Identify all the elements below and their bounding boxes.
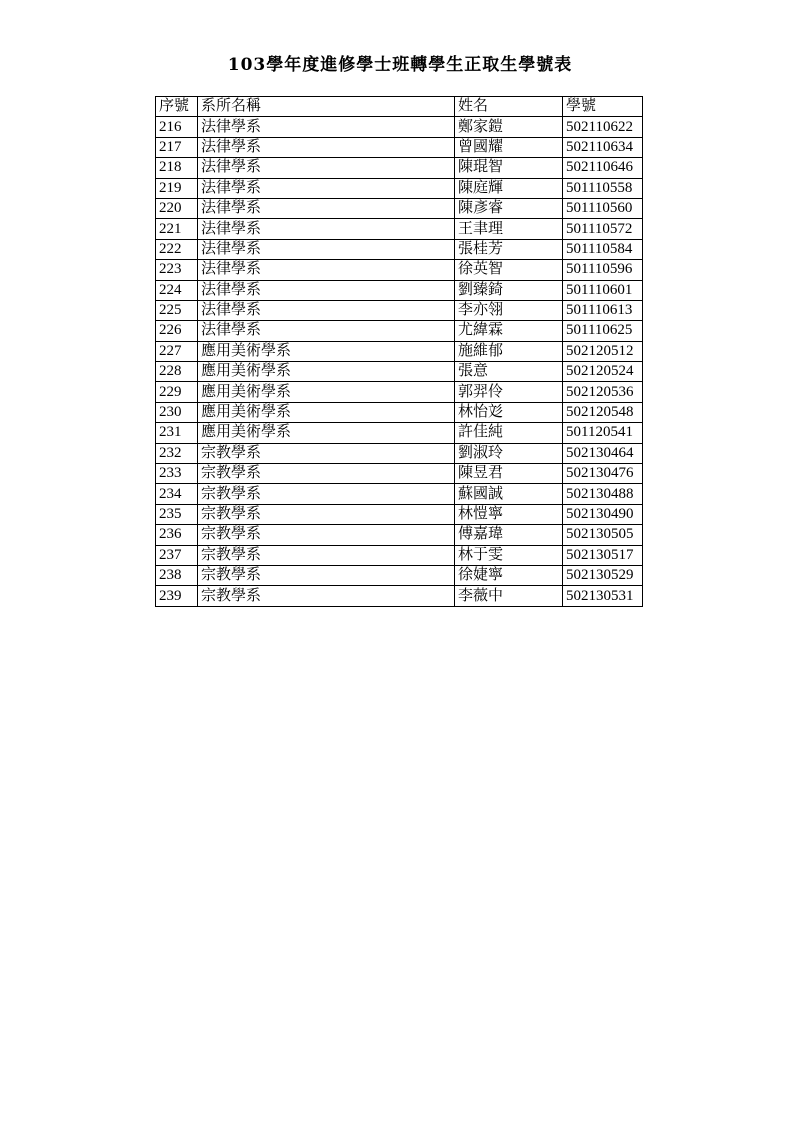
cell-name: 蘇國誠 bbox=[455, 484, 563, 504]
cell-student-id: 502120524 bbox=[563, 362, 643, 382]
cell-department: 宗教學系 bbox=[198, 504, 455, 524]
cell-name: 尤緯霖 bbox=[455, 321, 563, 341]
cell-name: 林愷寧 bbox=[455, 504, 563, 524]
cell-student-id: 501110625 bbox=[563, 321, 643, 341]
cell-seq: 227 bbox=[156, 341, 198, 361]
cell-student-id: 501110572 bbox=[563, 219, 643, 239]
cell-name: 李亦翎 bbox=[455, 300, 563, 320]
cell-seq: 236 bbox=[156, 525, 198, 545]
cell-seq: 216 bbox=[156, 117, 198, 137]
table-row bbox=[156, 565, 643, 585]
cell-seq: 226 bbox=[156, 321, 198, 341]
cell-seq: 220 bbox=[156, 198, 198, 218]
cell-student-id: 501110601 bbox=[563, 280, 643, 300]
cell-student-id: 502110646 bbox=[563, 158, 643, 178]
table-header-row bbox=[156, 97, 643, 117]
table-row bbox=[156, 402, 643, 422]
table-row bbox=[156, 178, 643, 198]
cell-name: 陳庭輝 bbox=[455, 178, 563, 198]
cell-department: 法律學系 bbox=[198, 280, 455, 300]
cell-department: 法律學系 bbox=[198, 137, 455, 157]
cell-student-id: 502130464 bbox=[563, 443, 643, 463]
table-row bbox=[156, 362, 643, 382]
cell-seq: 230 bbox=[156, 402, 198, 422]
table-row bbox=[156, 280, 643, 300]
cell-department: 應用美術學系 bbox=[198, 341, 455, 361]
cell-seq: 221 bbox=[156, 219, 198, 239]
cell-department: 法律學系 bbox=[198, 260, 455, 280]
table-row bbox=[156, 382, 643, 402]
cell-department: 法律學系 bbox=[198, 219, 455, 239]
header-department: 系所名稱 bbox=[198, 97, 455, 117]
cell-name: 林于雯 bbox=[455, 545, 563, 565]
cell-student-id: 502130505 bbox=[563, 525, 643, 545]
cell-seq: 219 bbox=[156, 178, 198, 198]
header-seq: 序號 bbox=[156, 97, 198, 117]
cell-name: 施維郁 bbox=[455, 341, 563, 361]
table-row bbox=[156, 341, 643, 361]
table-row bbox=[156, 423, 643, 443]
table-row bbox=[156, 586, 643, 606]
cell-name: 劉臻錡 bbox=[455, 280, 563, 300]
cell-name: 劉淑玲 bbox=[455, 443, 563, 463]
cell-department: 宗教學系 bbox=[198, 565, 455, 585]
cell-department: 應用美術學系 bbox=[198, 382, 455, 402]
table-row bbox=[156, 504, 643, 524]
cell-student-id: 502120512 bbox=[563, 341, 643, 361]
cell-student-id: 501110558 bbox=[563, 178, 643, 198]
table-row bbox=[156, 321, 643, 341]
table-row bbox=[156, 300, 643, 320]
cell-seq: 237 bbox=[156, 545, 198, 565]
cell-seq: 224 bbox=[156, 280, 198, 300]
table-row bbox=[156, 239, 643, 259]
cell-seq: 222 bbox=[156, 239, 198, 259]
cell-seq: 223 bbox=[156, 260, 198, 280]
cell-seq: 233 bbox=[156, 464, 198, 484]
cell-department: 宗教學系 bbox=[198, 525, 455, 545]
cell-student-id: 502130476 bbox=[563, 464, 643, 484]
cell-student-id: 501110596 bbox=[563, 260, 643, 280]
cell-name: 陳彥睿 bbox=[455, 198, 563, 218]
cell-department: 法律學系 bbox=[198, 198, 455, 218]
cell-name: 傅嘉瑋 bbox=[455, 525, 563, 545]
cell-department: 應用美術學系 bbox=[198, 423, 455, 443]
cell-student-id: 502110622 bbox=[563, 117, 643, 137]
cell-student-id: 502120536 bbox=[563, 382, 643, 402]
cell-department: 宗教學系 bbox=[198, 443, 455, 463]
header-student-id: 學號 bbox=[563, 97, 643, 117]
cell-department: 法律學系 bbox=[198, 321, 455, 341]
cell-name: 李薇中 bbox=[455, 586, 563, 606]
cell-department: 法律學系 bbox=[198, 239, 455, 259]
cell-department: 法律學系 bbox=[198, 117, 455, 137]
table-row bbox=[156, 443, 643, 463]
cell-department: 應用美術學系 bbox=[198, 402, 455, 422]
cell-name: 曾國耀 bbox=[455, 137, 563, 157]
cell-seq: 238 bbox=[156, 565, 198, 585]
cell-department: 宗教學系 bbox=[198, 464, 455, 484]
cell-seq: 239 bbox=[156, 586, 198, 606]
cell-name: 陳琨智 bbox=[455, 158, 563, 178]
cell-seq: 228 bbox=[156, 362, 198, 382]
cell-student-id: 502130531 bbox=[563, 586, 643, 606]
cell-department: 宗教學系 bbox=[198, 586, 455, 606]
cell-seq: 234 bbox=[156, 484, 198, 504]
cell-department: 法律學系 bbox=[198, 158, 455, 178]
cell-name: 林怡彣 bbox=[455, 402, 563, 422]
cell-department: 法律學系 bbox=[198, 300, 455, 320]
cell-student-id: 502120548 bbox=[563, 402, 643, 422]
cell-name: 郭羿伶 bbox=[455, 382, 563, 402]
cell-student-id: 502130490 bbox=[563, 504, 643, 524]
page-title: 103學年度進修學士班轉學生正取生學號表 bbox=[227, 55, 573, 75]
table-row bbox=[156, 484, 643, 504]
cell-seq: 231 bbox=[156, 423, 198, 443]
cell-seq: 232 bbox=[156, 443, 198, 463]
table-row bbox=[156, 464, 643, 484]
cell-student-id: 501110613 bbox=[563, 300, 643, 320]
cell-student-id: 502130517 bbox=[563, 545, 643, 565]
cell-name: 鄭家鎧 bbox=[455, 117, 563, 137]
table-row bbox=[156, 545, 643, 565]
cell-name: 陳昱君 bbox=[455, 464, 563, 484]
cell-name: 張意 bbox=[455, 362, 563, 382]
table-row bbox=[156, 117, 643, 137]
student-id-table bbox=[155, 96, 643, 607]
cell-student-id: 502130529 bbox=[563, 565, 643, 585]
cell-student-id: 501120541 bbox=[563, 423, 643, 443]
cell-seq: 235 bbox=[156, 504, 198, 524]
table-row bbox=[156, 260, 643, 280]
cell-student-id: 502110634 bbox=[563, 137, 643, 157]
cell-seq: 217 bbox=[156, 137, 198, 157]
cell-department: 法律學系 bbox=[198, 178, 455, 198]
cell-student-id: 501110584 bbox=[563, 239, 643, 259]
table-row bbox=[156, 137, 643, 157]
cell-name: 許佳純 bbox=[455, 423, 563, 443]
cell-name: 徐英智 bbox=[455, 260, 563, 280]
cell-name: 徐婕寧 bbox=[455, 565, 563, 585]
header-name: 姓名 bbox=[455, 97, 563, 117]
cell-seq: 218 bbox=[156, 158, 198, 178]
cell-department: 宗教學系 bbox=[198, 484, 455, 504]
cell-seq: 225 bbox=[156, 300, 198, 320]
table-row bbox=[156, 158, 643, 178]
cell-department: 應用美術學系 bbox=[198, 362, 455, 382]
cell-student-id: 501110560 bbox=[563, 198, 643, 218]
table-body bbox=[156, 117, 643, 606]
cell-department: 宗教學系 bbox=[198, 545, 455, 565]
table-row bbox=[156, 219, 643, 239]
cell-student-id: 502130488 bbox=[563, 484, 643, 504]
table-row bbox=[156, 525, 643, 545]
cell-name: 張桂芳 bbox=[455, 239, 563, 259]
cell-name: 王聿理 bbox=[455, 219, 563, 239]
cell-seq: 229 bbox=[156, 382, 198, 402]
table-row bbox=[156, 198, 643, 218]
